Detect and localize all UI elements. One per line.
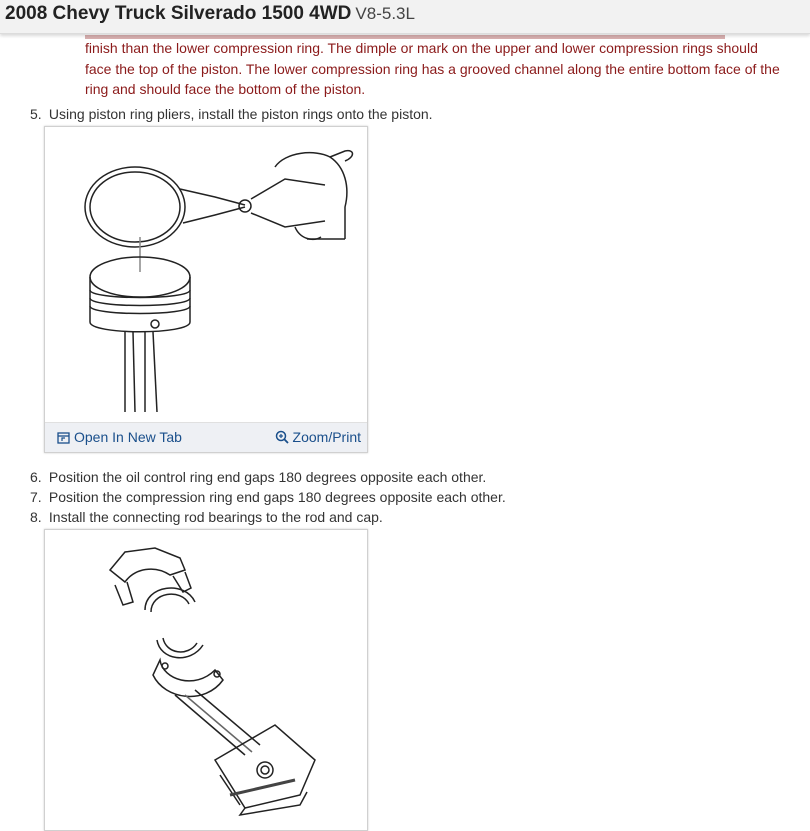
figure-action-bar (45, 422, 367, 452)
open-new-tab-link[interactable] (57, 429, 182, 445)
step-8 (30, 509, 383, 525)
step-7 (30, 489, 506, 505)
step-number: 6. (30, 469, 42, 485)
figure-connecting-rod-bearings (44, 529, 368, 831)
step-number: 7. (30, 489, 42, 505)
zoom-print-label: Zoom/Print (292, 429, 361, 445)
zoom-print-link[interactable] (275, 429, 361, 445)
step-text: Position the compression ring end gaps 180 degrees opposite each other. (48, 489, 506, 505)
step-number: 8. (30, 509, 42, 525)
page-header (0, 0, 810, 34)
vehicle-title: 2008 Chevy Truck Silverado 1500 4WD (5, 3, 352, 24)
external-window-icon (57, 431, 70, 444)
step-6 (30, 469, 486, 485)
note-text: finish than the lower compression ring. The dimple or mark on the upper and lower compression rings should face the top of the piston. The lower compression ring has a grooved channel along the entire bottom face of the ring and should face the bottom of the piston. (85, 40, 780, 97)
zoom-magnifier-icon (275, 430, 289, 444)
open-new-tab-label: Open In New Tab (74, 429, 182, 445)
connecting-rod-bearings-illustration (45, 530, 367, 830)
figure-piston-ring-pliers (44, 126, 368, 453)
step-number: 5. (30, 106, 42, 122)
engine-label: V8-5.3L (355, 4, 415, 23)
piston-ring-pliers-illustration (45, 127, 367, 423)
step-text: Install the connecting rod bearings to the rod and cap. (48, 509, 383, 525)
step-text: Using piston ring pliers, install the piston rings onto the piston. (48, 106, 433, 122)
step-text: Position the oil control ring end gaps 180 degrees opposite each other. (48, 469, 487, 485)
step-5 (30, 106, 433, 122)
